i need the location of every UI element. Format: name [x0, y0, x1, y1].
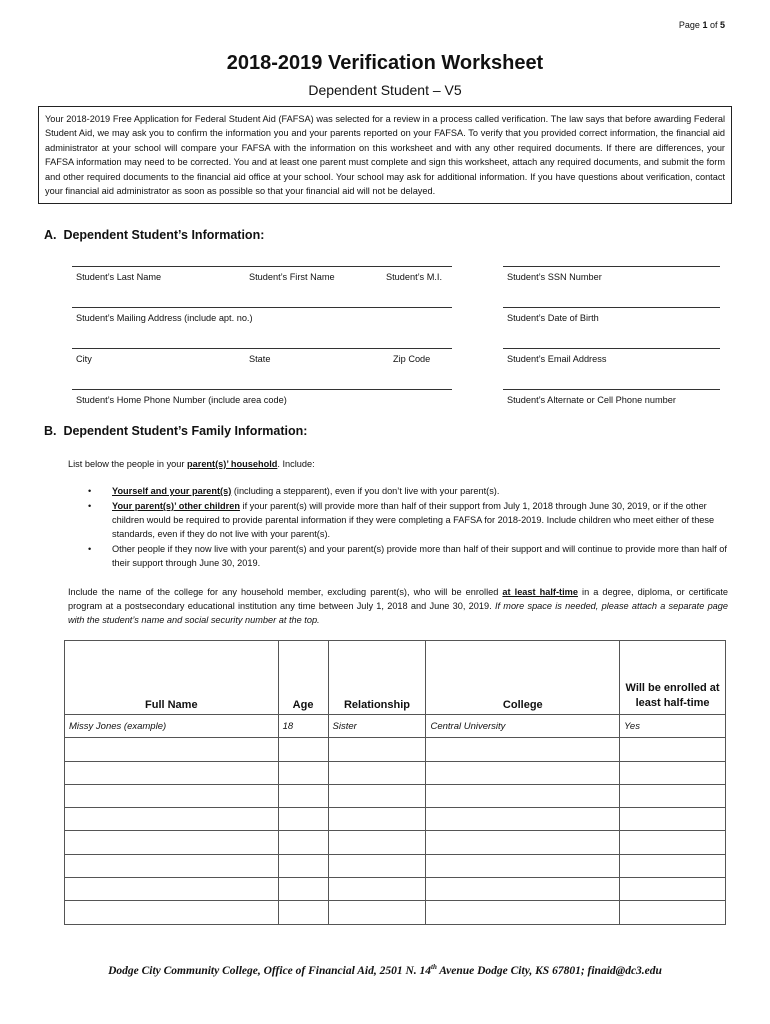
label-state: State: [249, 354, 271, 364]
label-dob: Student’s Date of Birth: [507, 313, 599, 323]
table-row: [65, 738, 726, 761]
worksheet-title: 2018-2019 Verification Worksheet: [226, 52, 544, 74]
label-address: Student’s Mailing Address (include apt. no.): [76, 313, 253, 323]
cell-full-name[interactable]: [65, 854, 279, 877]
cell-full-name[interactable]: [65, 831, 279, 854]
table-row: [65, 878, 726, 901]
label-home-phone: Student’s Home Phone Number (include area code): [76, 395, 287, 405]
section-a-heading: A. Dependent Student’s Information:: [44, 228, 265, 242]
college-note-post: in a degree, diploma, or certificate program at a postsecondary educational institution any time between July 1, 2018 and June 30, 2019.: [68, 587, 729, 611]
list-intro: [68, 457, 315, 471]
half-time-term: at least half-time: [502, 587, 578, 597]
cell-college[interactable]: [426, 808, 620, 831]
list-item: [88, 542, 728, 570]
cell-half-time[interactable]: [620, 784, 726, 807]
page-of: of: [707, 20, 720, 30]
page-total: 5: [719, 20, 725, 30]
bullet-text: if your parent(s) will provide more than half of their support from July 1, 2018 through June 30, 2019, or if the other children would be required to provide parental information if they were completing a FAFSA for 2018-2019. Include children who meet either of these standards, even if they do not live with your parent(s).: [112, 501, 715, 539]
list-intro-pre: List below the people in your: [68, 459, 188, 469]
cell-college[interactable]: [426, 854, 620, 877]
cell-full-name[interactable]: [65, 784, 279, 807]
cell-age[interactable]: [278, 901, 328, 924]
cell-relationship[interactable]: Sister: [328, 715, 426, 738]
table-row: [65, 854, 726, 877]
cell-relationship[interactable]: [328, 808, 426, 831]
page-prefix: Page: [678, 20, 703, 30]
dob-line[interactable]: [503, 307, 720, 308]
cell-relationship[interactable]: [328, 761, 426, 784]
cell-full-name[interactable]: [65, 738, 279, 761]
email-line[interactable]: [503, 348, 720, 349]
cell-full-name[interactable]: [65, 808, 279, 831]
cell-college[interactable]: [426, 878, 620, 901]
footer-sup: th: [431, 963, 437, 971]
page-number: [679, 20, 725, 30]
footer-post: Avenue Dodge City, KS 67801; finaid@dc3.edu: [436, 964, 662, 977]
cell-age[interactable]: [278, 878, 328, 901]
table-row: [65, 831, 726, 854]
cell-age[interactable]: [278, 854, 328, 877]
table-row: [65, 715, 726, 738]
cell-relationship[interactable]: [328, 854, 426, 877]
cell-relationship[interactable]: [328, 738, 426, 761]
bullet-text: Other people if they now live with your parent(s) and your parent(s) provide more than half of their support and will continue to provide more than half of their support through June 30, 2019.: [112, 544, 727, 568]
header-full-name: Full Name: [65, 641, 279, 715]
cell-full-name[interactable]: Missy Jones (example): [65, 715, 279, 738]
label-city: City: [76, 354, 92, 364]
bullet-bold: Yourself and your parent(s): [112, 486, 232, 496]
college-note: [68, 585, 728, 627]
cell-age[interactable]: [278, 738, 328, 761]
table-row: [65, 808, 726, 831]
table-row: [65, 784, 726, 807]
label-email: Student’s Email Address: [507, 354, 607, 364]
cell-age[interactable]: [278, 831, 328, 854]
worksheet-subtitle: Dependent Student – V5: [308, 82, 462, 98]
cell-half-time[interactable]: Yes: [620, 715, 726, 738]
label-cell-phone: Student’s Alternate or Cell Phone number: [507, 395, 676, 405]
intro-box: Your 2018-2019 Free Application for Federal Student Aid (FAFSA) was selected for a review in a process called verification. The law says that before awarding Federal Student Aid, we may ask you to confirm the information you and your parents reported on your FAFSA. To verify that you provided correct information, the financial aid administrator at your school will compare your FAFSA with the information on this worksheet and with any other required documents. If there are differences, your FAFSA information may need to be corrected. You and at least one parent must complete and sign this worksheet, attach any required documents, and submit the form and other required documents to the financial aid office at your school. Your school may ask for additional information. If you have questions about verification, contact your financial aid administrator as soon as possible so that your financial aid will not be delayed.: [38, 106, 732, 204]
page-current: 1: [702, 20, 708, 30]
cell-half-time[interactable]: [620, 901, 726, 924]
label-last-name: Student’s Last Name: [76, 272, 162, 282]
footer-pre: Dodge City Community College, Office of Financial Aid, 2501 N. 14: [108, 964, 432, 977]
cell-age[interactable]: [278, 761, 328, 784]
cell-half-time[interactable]: [620, 878, 726, 901]
cell-relationship[interactable]: [328, 784, 426, 807]
cell-half-time[interactable]: [620, 738, 726, 761]
header-half-time: Will be enrolled at least half-time: [620, 641, 726, 715]
college-note-italic: If more space is needed, please attach a separate page with the student’s name and social security number at the top.: [68, 601, 729, 625]
cell-age[interactable]: [278, 808, 328, 831]
cell-relationship[interactable]: [328, 831, 426, 854]
header-age: Age: [278, 641, 328, 715]
table-header-row: [65, 641, 726, 715]
cell-half-time[interactable]: [620, 854, 726, 877]
bullet-text: (including a stepparent), even if you don’t live with your parent(s).: [231, 486, 500, 496]
label-zip: Zip Code: [393, 354, 431, 364]
bullet-icon: •: [88, 501, 92, 511]
bullet-icon: •: [88, 486, 92, 496]
cell-full-name[interactable]: [65, 878, 279, 901]
home-phone-line[interactable]: [72, 389, 452, 390]
college-note-pre: Include the name of the college for any household member, excluding parent(s), who will be enrolled: [68, 587, 503, 597]
header-college: College: [426, 641, 620, 715]
cell-age[interactable]: [278, 784, 328, 807]
list-item: [88, 499, 728, 541]
cell-relationship[interactable]: [328, 901, 426, 924]
include-list: [88, 484, 728, 571]
footer-contact: [0, 963, 770, 977]
ssn-line[interactable]: [503, 266, 720, 267]
header-relationship: Relationship: [328, 641, 426, 715]
cell-full-name[interactable]: [65, 761, 279, 784]
cell-half-time[interactable]: [620, 761, 726, 784]
section-b-heading: B. Dependent Student’s Family Information:: [44, 424, 308, 438]
list-intro-post: . Include:: [277, 459, 315, 469]
label-first-name: Student’s First Name: [249, 272, 335, 282]
cell-full-name[interactable]: [65, 901, 279, 924]
cell-college[interactable]: [426, 761, 620, 784]
cell-phone-line[interactable]: [503, 389, 720, 390]
cell-age[interactable]: 18: [278, 715, 328, 738]
cell-college[interactable]: [426, 738, 620, 761]
parents-household-term: parent(s)’ household: [187, 459, 278, 469]
address-line[interactable]: [72, 307, 452, 308]
bullet-bold: Your parent(s)’ other children: [112, 501, 240, 511]
cell-half-time[interactable]: [620, 831, 726, 854]
cell-relationship[interactable]: [328, 878, 426, 901]
cell-college[interactable]: Central University: [426, 715, 620, 738]
cell-college[interactable]: [426, 901, 620, 924]
bullet-icon: •: [88, 544, 92, 554]
table-row: [65, 901, 726, 924]
cell-college[interactable]: [426, 831, 620, 854]
cell-half-time[interactable]: [620, 808, 726, 831]
label-mi: Student’s M.I.: [386, 272, 443, 282]
list-item: [88, 484, 728, 498]
table-row: [65, 761, 726, 784]
label-ssn: Student’s SSN Number: [507, 272, 602, 282]
city-state-zip-line[interactable]: [72, 348, 452, 349]
family-table: [64, 640, 726, 925]
cell-college[interactable]: [426, 784, 620, 807]
last-first-mi-line[interactable]: [72, 266, 452, 267]
